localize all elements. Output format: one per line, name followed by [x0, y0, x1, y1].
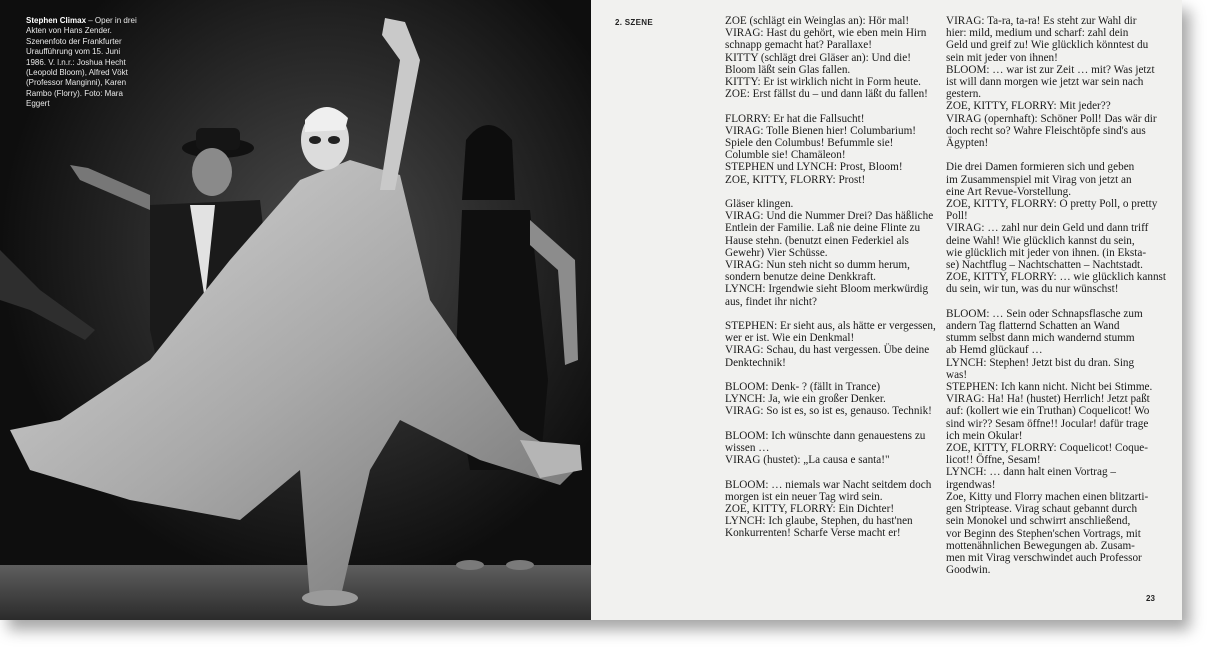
paragraph	[725, 381, 937, 418]
text-line: Die drei Damen formieren sich und geben	[946, 161, 1135, 174]
text-line: vor Beginn des Stephen'schen Vortrags, mit	[946, 527, 1141, 540]
text-line: stumm selbst dann mich wandernd stumm	[946, 332, 1135, 345]
text-line: BLOOM: … war ist zur Zeit … mit? Was jetzt	[946, 63, 1155, 76]
text-line: sind wir?? Sesam öffne!! Jocular! dafür trage	[946, 417, 1149, 430]
text-line: sein Monokel und schwirrt anschließend,	[946, 515, 1131, 528]
text-line: VIRAG: Ha! Ha! (hustet) Herrlich! Jetzt paßt	[946, 393, 1150, 406]
scene-label: 2. SZENE	[615, 18, 653, 27]
text-line: Ägypten!	[946, 137, 989, 150]
text-line: sein mit jeder von ihnen!	[946, 51, 1058, 64]
text-line: ZOE, KITTY, FLORRY: O pretty Poll, o pretty	[946, 198, 1158, 211]
text-line: VIRAG (hustet): „La causa e santa!"	[725, 454, 890, 467]
text-line: Konkurrenten! Scharfe Verse macht er!	[725, 527, 901, 540]
text-line: sondern benutze deine Denkkraft.	[725, 271, 876, 284]
text-line: Gewehr) Vier Schüsse.	[725, 246, 828, 259]
text-line: Entlein der Familie. Laß nie deine Flinte zu	[725, 222, 921, 235]
paragraph	[725, 320, 937, 369]
text-line: ZOE (schlägt ein Weinglas an): Hör mal!	[725, 15, 910, 27]
text-line: andern Tag flatternd Schatten an Wand	[946, 320, 1120, 333]
text-line: Columble sie! Chamäleon!	[725, 149, 846, 162]
text-line: VIRAG: Hast du gehört, wie eben mein Hirn	[725, 27, 927, 40]
text-line: Hause stehn. (benutzt einen Federkiel als	[725, 234, 909, 247]
paragraph	[946, 15, 1158, 149]
text-line: wie glücklich mit jeder von ihnen. (in Eksta-	[946, 246, 1147, 259]
text-line: deine Wahl! Wie glücklich kannst du sein,	[946, 234, 1135, 247]
text-line: ZOE, KITTY, FLORRY: Coquelicot! Coque-	[946, 442, 1148, 455]
paragraph	[725, 198, 937, 308]
text-line: VIRAG: Und die Nummer Drei? Das häßliche	[725, 210, 934, 223]
text-line: irgendwas!	[946, 478, 996, 491]
text-line: KITTY (schlägt drei Gläser an): Und die!	[725, 51, 911, 64]
text-line: LYNCH: Irgendwie sieht Bloom merkwürdig	[725, 283, 929, 296]
text-line: VIRAG: So ist es, so ist es, genauso. Technik!	[725, 405, 932, 418]
text-line: ZOE, KITTY, FLORRY: Mit jeder??	[946, 100, 1111, 113]
text-line: morgen ist ein neuer Tag wird sein.	[725, 490, 883, 503]
text-line: ZOE, KITTY, FLORRY: Prost!	[725, 173, 866, 186]
text-line: VIRAG: Ta-ra, ta-ra! Es steht zur Wahl dir	[946, 15, 1137, 27]
text-line: VIRAG: … zahl nur dein Geld und dann triff	[946, 222, 1149, 235]
text-line: Zoe, Kitty und Florry machen einen blitzarti-	[946, 490, 1149, 503]
text-line: LYNCH: Stephen! Jetzt bist du dran. Sing	[946, 356, 1135, 369]
text-line: hier: mild, medium und scharf: zahl dein	[946, 27, 1129, 40]
paragraph	[725, 15, 937, 100]
text-line: ZOE, KITTY, FLORRY: … wie glücklich kannst	[946, 271, 1167, 284]
text-line: licot!! Öffne, Sesam!	[946, 454, 1041, 467]
text-line: VIRAG (opernhaft): Schöner Poll! Das wär dir	[946, 112, 1157, 125]
text-line: VIRAG: Schau, du hast vergessen. Übe deine	[725, 344, 930, 357]
paragraph	[946, 161, 1167, 296]
text-line: auf: (kollert wie ein Truthan) Coquelicot! Wo	[946, 405, 1150, 418]
text-line: eine Art Revue-Vorstellung.	[946, 185, 1072, 198]
text-line: BLOOM: Denk- ? (fällt in Trance)	[725, 381, 881, 394]
text-line: du sein, wir tun, was du nur wünschst!	[946, 283, 1119, 296]
text-line: FLORRY: Er hat die Fallsucht!	[725, 112, 865, 125]
text-line: was!	[946, 368, 968, 381]
text-line: gen Striptease. Virag schaut gebannt durch	[946, 503, 1138, 516]
text-line: Poll!	[946, 210, 968, 223]
text-line: LYNCH: Ja, wie ein großer Denker.	[725, 393, 886, 406]
right-page	[591, 0, 1182, 620]
text-line: LYNCH: … dann halt einen Vortrag –	[946, 466, 1116, 479]
text-line: Goodwin.	[946, 564, 991, 577]
text-line: men mit Virag verschwindet auch Professor	[946, 551, 1142, 564]
text-line: Spiele den Columbus! Befummle sie!	[725, 137, 894, 150]
caption-text: – Oper in drei Akten von Hans Zender. Szenenfoto der Frankfurter Uraufführung vom 15. Juni 1986. V. l.n.r.: Joshua Hecht (Leopold Bloom), Alfred Vökt (Professor Manginni), Karen Rambo (Florry). Foto: Mara Eggert	[26, 16, 137, 109]
text-line: se) Nachtflug – Nachtschatten – Nachtstadt.	[946, 259, 1143, 272]
text-column-right	[946, 15, 1167, 589]
text-line: gestern.	[946, 88, 982, 101]
text-column-left	[725, 15, 937, 552]
paragraph	[725, 479, 937, 540]
text-line: BLOOM: … Sein oder Schnapsflasche zum	[946, 307, 1143, 320]
text-line: ist will dann morgen wie jetzt war sein nach	[946, 76, 1144, 89]
text-line: LYNCH: Ich glaube, Stephen, du hast'nen	[725, 515, 913, 528]
text-line: Bloom läßt sein Glas fallen.	[725, 63, 851, 76]
text-line: STEPHEN: Ich kann nicht. Nicht bei Stimme.	[946, 381, 1153, 394]
text-line: ZOE: Erst fällst du – und dann läßt du fallen!	[725, 88, 928, 101]
text-line: Denktechnik!	[725, 356, 786, 369]
text-line: schnapp gemacht hat? Parallaxe!	[725, 39, 872, 52]
paragraph	[725, 430, 937, 467]
text-line: VIRAG: Tolle Bienen hier! Columbarium!	[725, 124, 917, 137]
paragraph	[946, 308, 1158, 576]
paragraph	[725, 113, 937, 186]
text-line: ich mein Okular!	[946, 429, 1023, 442]
text-line: doch recht so? Wahre Fleischtöpfe sind's aus	[946, 124, 1146, 137]
text-line: Geld und greif zu! Wie glücklich könntest du	[946, 39, 1149, 52]
caption-title: Stephen Climax	[26, 16, 87, 25]
text-line: ZOE, KITTY, FLORRY: Ein Dichter!	[725, 503, 895, 516]
text-line: Gläser klingen.	[725, 198, 794, 211]
text-line: wer er ist. Wie ein Denkmal!	[725, 332, 855, 345]
text-line: KITTY: Er ist wirklich nicht in Form heute.	[725, 76, 921, 89]
text-line: ab Hemd glückauf …	[946, 344, 1043, 357]
text-line: BLOOM: Ich wünschte dann genauestens zu	[725, 429, 926, 442]
text-line: mottenähnlichen Bewegungen ab. Zusam-	[946, 539, 1135, 552]
text-line: BLOOM: … niemals war Nacht seitdem doch	[725, 478, 932, 491]
page-number: 23	[1146, 594, 1155, 603]
text-line: wissen …	[725, 442, 770, 455]
left-page	[0, 0, 591, 620]
text-line: aus, findet ihr nicht?	[725, 295, 817, 308]
text-line: STEPHEN: Er sieht aus, als hätte er vergessen,	[725, 320, 936, 333]
text-line: VIRAG: Nun steh nicht so dumm herum,	[725, 259, 910, 272]
photo-caption	[26, 16, 138, 110]
text-line: im Zusammenspiel mit Virag von jetzt an	[946, 173, 1132, 186]
text-line: STEPHEN und LYNCH: Prost, Bloom!	[725, 161, 903, 174]
